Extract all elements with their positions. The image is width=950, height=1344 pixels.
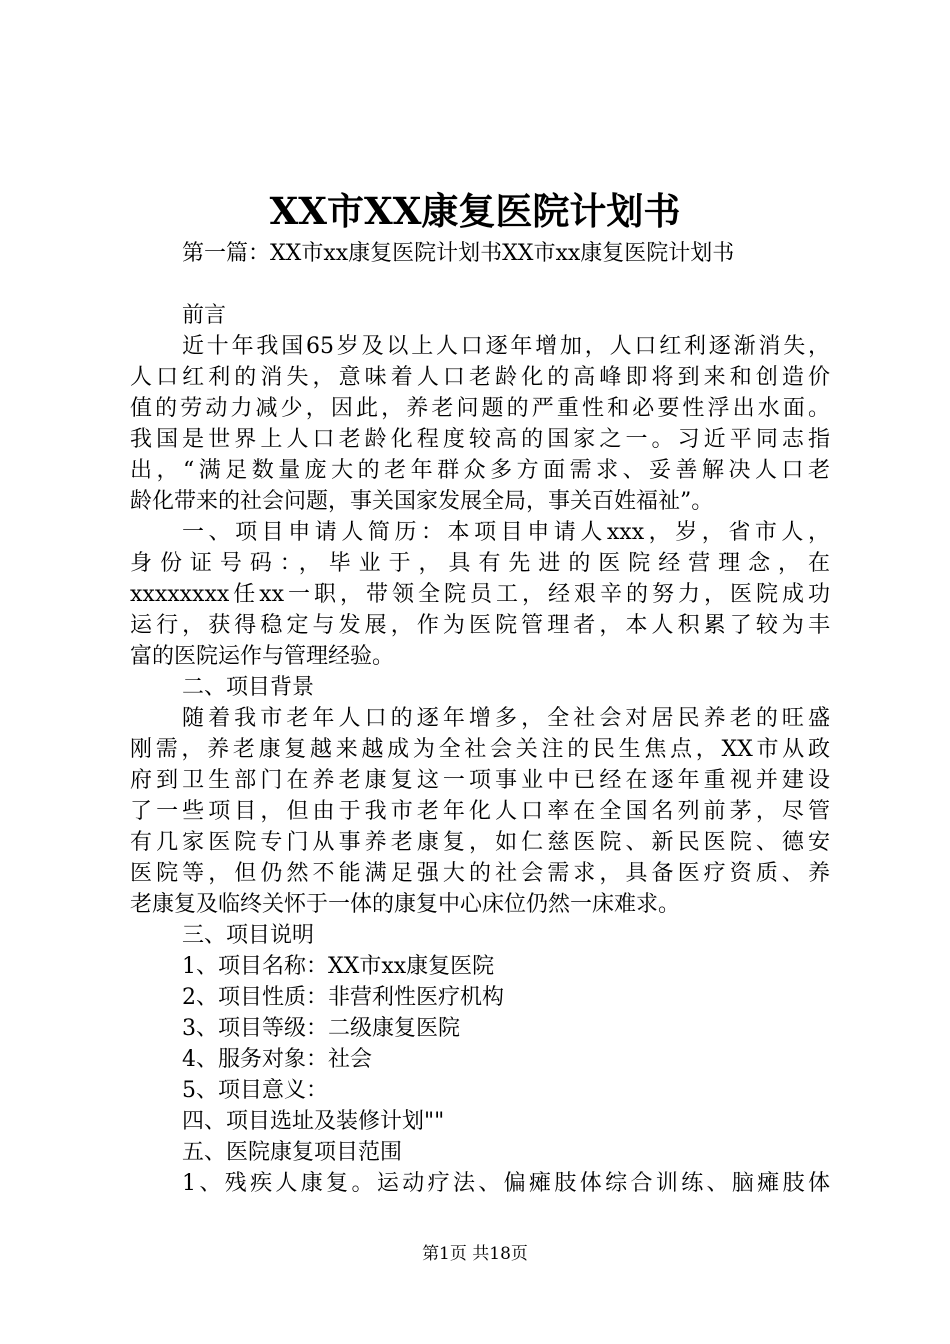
paragraph-line: 身份证号码：，毕业于，具有先进的医院经营理念，在: [130, 551, 830, 576]
paragraph-line: 一、项目申请人简历：本项目申请人xxx，岁，省市人，: [182, 520, 830, 545]
paragraph-line: xxxxxxxx任xx一职，带领全院员工，经艰辛的努力，医院成功: [130, 582, 830, 607]
paragraph-line: 运行，获得稳定与发展，作为医院管理者，本人积累了较为丰: [130, 613, 830, 638]
paragraph-line: 随着我市老年人口的逐年增多，全社会对居民养老的旺盛: [182, 706, 830, 731]
paragraph-line: 有几家医院专门从事养老康复，如仁慈医院、新民医院、德安: [130, 830, 830, 855]
paragraph-line: 前言: [182, 303, 227, 328]
paragraph-line: 1、残疾人康复。运动疗法、偏瘫肢体综合训练、脑瘫肢体: [182, 1171, 830, 1196]
paragraph-line: 府到卫生部门在养老康复这一项事业中已经在逐年重视并建设: [130, 768, 830, 793]
document-subtitle: 第一篇：XX市xx康复医院计划书XX市xx康复医院计划书: [182, 241, 735, 266]
page-footer: 第1页 共18页: [422, 1244, 528, 1264]
paragraph-line: 1、项目名称：XX市xx康复医院: [182, 954, 495, 979]
paragraph-line: 4、服务对象：社会: [182, 1047, 372, 1072]
paragraph-line: 人口红利的消失，意味着人口老龄化的高峰即将到来和创造价: [130, 365, 830, 390]
paragraph-line: 了一些项目，但由于我市老年化人口率在全国名列前茅，尽管: [130, 799, 830, 824]
document-title: XX市XX康复医院计划书: [269, 189, 681, 233]
paragraph-line: 医院等，但仍然不能满足强大的社会需求，具备医疗资质、养: [130, 861, 830, 886]
paragraph-line: 老康复及临终关怀于一体的康复中心床位仍然一床难求。: [130, 892, 681, 917]
paragraph-line: 刚需，养老康复越来越成为全社会关注的民生焦点，XX市从政: [130, 737, 830, 762]
paragraph-line: 5、项目意义：: [182, 1078, 328, 1103]
paragraph-line: 二、项目背景: [182, 675, 315, 700]
paragraph-line: 三、项目说明: [182, 923, 315, 948]
paragraph-line: 我国是世界上人口老龄化程度较高的国家之一。习近平同志指: [130, 427, 830, 452]
paragraph-line: 3、项目等级：二级康复医院: [182, 1016, 460, 1041]
paragraph-line: 四、项目选址及装修计划"": [182, 1109, 445, 1134]
paragraph-line: 出，“满足数量庞大的老年群众多方面需求、妥善解决人口老: [130, 458, 830, 483]
paragraph-line: 龄化带来的社会问题，事关国家发展全局，事关百姓福祉”。: [130, 489, 714, 514]
paragraph-line: 五、医院康复项目范围: [182, 1140, 403, 1165]
paragraph-line: 值的劳动力减少，因此，养老问题的严重性和必要性浮出水面。: [130, 396, 830, 421]
paragraph-line: 2、项目性质：非营利性医疗机构: [182, 985, 504, 1010]
paragraph-line: 富的医院运作与管理经验。: [130, 644, 395, 669]
paragraph-line: 近十年我国65岁及以上人口逐年增加，人口红利逐渐消失，: [182, 334, 830, 359]
